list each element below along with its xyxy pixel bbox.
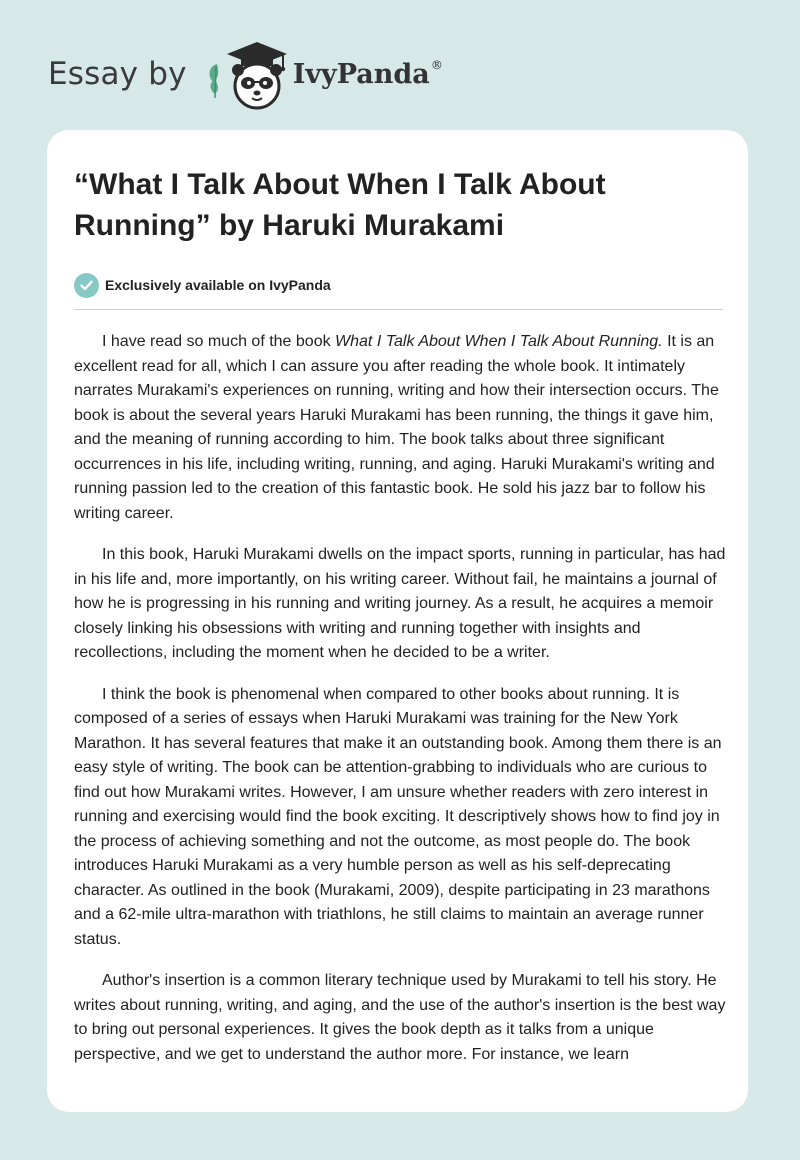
- badge-label: Exclusively available on IvyPanda: [105, 277, 331, 293]
- essay-title: “What I Talk About When I Talk About Running” by Haruki Murakami: [74, 168, 606, 242]
- site-header: [48, 34, 443, 114]
- paragraph-1-text-cont: It is an excellent read for all, which I can assure you after reading the whole book. It intimately narrates Murakami's experiences on running, writing and how their intersection occurs. The book is about the several years Haruki Murakami has been running, the things it gave him, and the meaning of running according to him. The book talks about three significant occurrences in his life, including writing, running, and aging. Haruki Murakami's writing and running passion led to the creation of this fantastic book. He sold his jazz bar to follow his writing career.: [74, 333, 719, 522]
- essay-by-label: Essay by: [48, 56, 187, 92]
- book-title-italic: What I Talk About When I Talk About Running.: [335, 333, 663, 350]
- paragraph: Author's insertion is a common literary technique used by Murakami to tell his story. He writes about running, writing, and aging, and the use of the author's insertion is the best way to bring out personal experiences. It gives the book depth as it talks from a unique perspective, and we get to understand the author more. For instance, we learn: [74, 972, 726, 1063]
- divider: [74, 309, 723, 310]
- paragraph: I think the book is phenomenal when compared to other books about running. It is composed of a series of essays when Haruki Murakami was training for the New York Marathon. It has several features that make it an outstanding book. Among them there is an easy style of writing. The book can be attention-grabbing to individuals who are curious to find out how Murakami writes. However, I am unsure whether readers with zero interest in running and exercising would find the book exciting. It descriptively shows how to find joy in the process of achieving something and not the outcome, as most people do. The book introduces Haruki Murakami as a very humble person as well as his self-deprecating character. As outlined in the book (Murakami, 2009), despite participating in 23 marathons and a 62-mile ultra-marathon with triathlons, he still claims to maintain an average runner status.: [74, 685, 722, 948]
- panda-graduate-logo-icon[interactable]: [205, 36, 289, 112]
- paragraph-1-text: I have read so much of the book: [102, 333, 336, 350]
- paragraph: [74, 330, 726, 526]
- exclusive-badge: [74, 272, 722, 298]
- checkmark-icon: [74, 273, 99, 298]
- brand-text: IvyPanda: [292, 59, 430, 90]
- essay-card: [47, 130, 748, 1112]
- registered-mark: ®: [430, 58, 443, 72]
- brand-name[interactable]: [293, 58, 443, 90]
- paragraph: In this book, Haruki Murakami dwells on the impact sports, running in particular, has had in his life and, more importantly, on his writing career. Without fail, he maintains a journal of how he is progressing in his running and writing journey. As a result, he acquires a memoir closely linking his obsessions with writing and running together with insights and recollections, including the moment when he decided to be a writer.: [74, 546, 726, 661]
- essay-body: [74, 330, 726, 1067]
